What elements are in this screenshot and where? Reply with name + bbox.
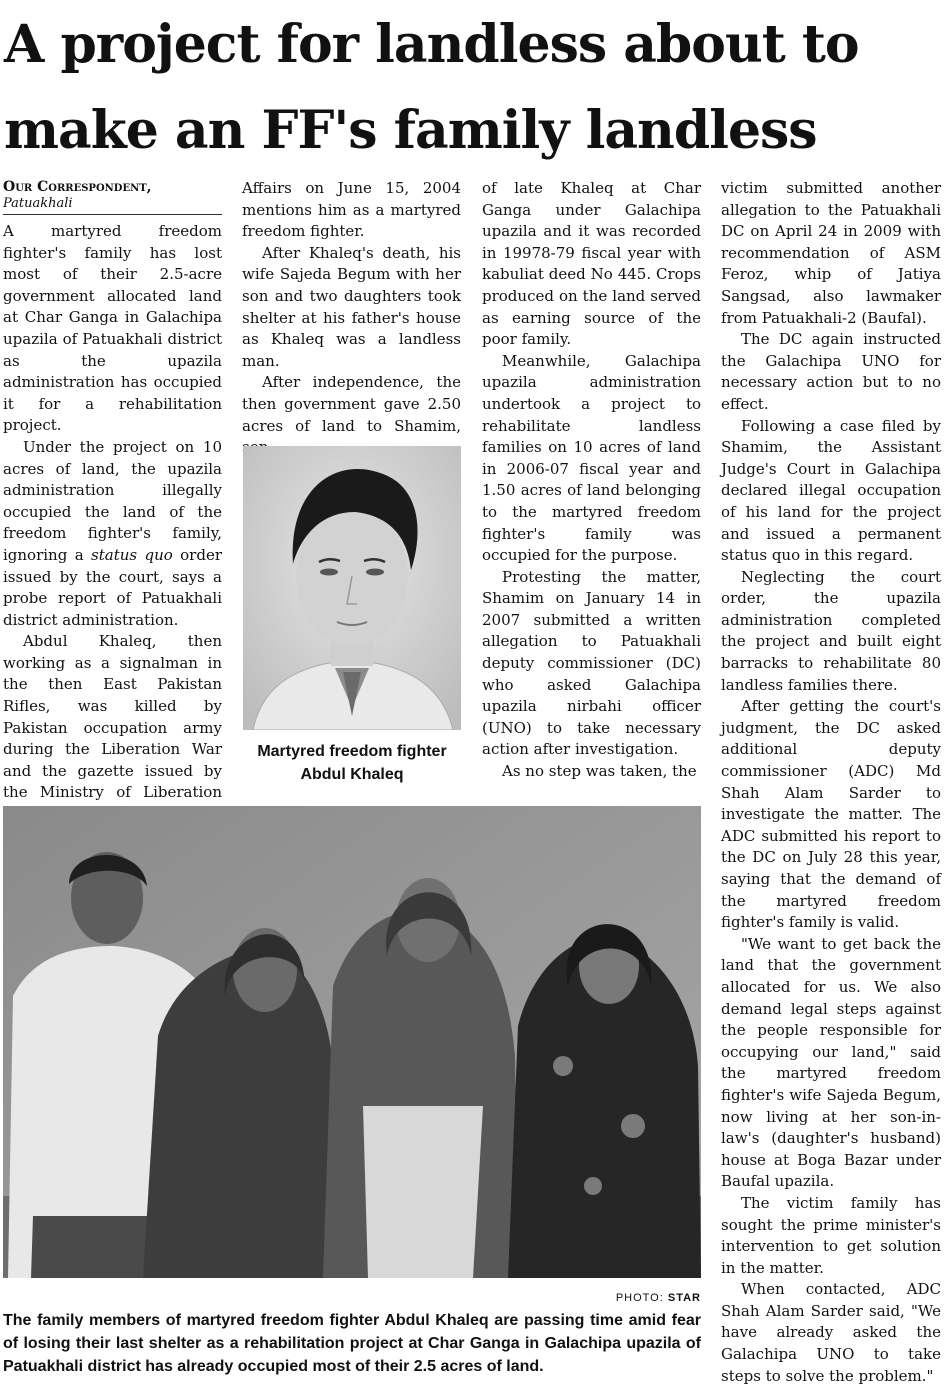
paragraph: The victim family has sought the prime minister's intervention to get solution in the matter. xyxy=(721,1193,941,1277)
family-photo xyxy=(3,806,701,1278)
paragraph: Neglecting the court order, the upazila administration completed the project and built eight barracks to rehabilitate 80 landless families there. xyxy=(721,567,941,694)
paragraph: of late Khaleq at Char Ganga under Galachipa upazila and it was recorded in 19978-79 fiscal year with kabuliat deed No 445. Crops produced on the land served as earning source of the poor family. xyxy=(482,179,701,349)
portrait-image xyxy=(243,446,461,730)
portrait-photo xyxy=(243,446,461,730)
paragraph: victim submitted another allegation to the Patuakhali DC on April 24 in 2009 with recommendation of ASM Feroz, whip of Jatiya Sangsad, also lawmaker from Patuakhali-2 (Baufal). xyxy=(721,179,941,327)
article-column-4 xyxy=(721,178,941,1387)
paragraph: Affairs on June 15, 2004 mentions him as a martyred freedom fighter. xyxy=(242,179,461,241)
article-column-3 xyxy=(482,178,701,783)
article-column-2 xyxy=(242,178,461,459)
family-photo-caption: The family members of martyred freedom fighter Abdul Khaleq are passing time amid fear of losing their last shelter as a rehabilitation project at Char Ganga in Galachipa upazila of Patuakhali district has already occupied most of their 2.5 acres of land. xyxy=(3,1312,701,1375)
headline-line-1: A project for landless about to xyxy=(4,14,859,75)
photo-credit-source: STAR xyxy=(667,1292,701,1304)
paragraph: Following a case filed by Shamim, the Assistant Judge's Court in Galachipa declared illegal occupation of his land for the project and issued a permanent status quo in this regard. xyxy=(721,416,941,565)
paragraph-text: order issued by the court, says a probe report of Patuakhali district administration. xyxy=(3,545,222,629)
paragraph: After Khaleq's death, his wife Sajeda Begum with her son and two daughters took shelter at his father's house as Khaleq was a landless man. xyxy=(242,243,461,370)
paragraph: After getting the court's judgment, the DC asked additional deputy commissioner (ADC) Md Shah Alam Sarder to investigate the matter. The ADC submitted his report to the DC on July 28 this year, saying that the demand of the martyred freedom fighter's family is valid. xyxy=(721,697,941,932)
photo-credit-label: PHOTO: xyxy=(615,1292,664,1304)
portrait-caption xyxy=(243,740,461,786)
paragraph: Protesting the matter, Shamim on January 14 in 2007 submitted a written allegation to Patuakhali deputy commissioner (DC) who asked Galachipa upazila nirbahi officer (UNO) to take necessary action after investigation. xyxy=(482,567,701,759)
paragraph: When contacted, ADC Shah Alam Sarder said, "We have already asked the Galachipa UNO to take steps to solve the problem." xyxy=(721,1280,941,1385)
status-quo-emphasis: status quo xyxy=(91,545,173,564)
photo-credit xyxy=(3,1292,701,1304)
byline-place: Patuakhali xyxy=(3,196,73,211)
paragraph: After independence, the then government gave 2.50 acres of land to Shamim, xyxy=(242,373,461,435)
family-photo-image xyxy=(3,806,701,1278)
headline-line-2: make an FF's family landless xyxy=(4,100,817,161)
portrait-caption-line-2: Abdul Khaleq xyxy=(300,766,404,783)
headline xyxy=(4,2,944,174)
byline-divider xyxy=(3,214,222,215)
portrait-caption-line-1: Martyred freedom fighter xyxy=(257,743,447,760)
paragraph xyxy=(3,437,222,631)
paragraph: Abdul Khaleq, then working as a signalman in the then East Pakistan Rifles, was killed by Pakistan occupation army during the Liberation War and the gazette issued by the Ministry of Liberation xyxy=(3,632,222,802)
byline-author: Our Correspondent, xyxy=(3,179,152,195)
paragraph: "We want to get back the land that the government allocated for us. We also demand legal steps against the people responsible for occupying our land," said the martyred freedom fighter's wife Sajeda Begum, now living at her son-in-law's (daughter's husband) house at Boga Bazar under Baufal upazila. xyxy=(721,934,941,1191)
article-column-1 xyxy=(3,178,222,826)
paragraph: The DC again instructed the Galachipa UNO for necessary action but to no effect. xyxy=(721,330,941,413)
paragraph-text: Under the project on 10 acres of land, the upazila administration illegally occupied the land of the freedom fighter's family, ignoring a xyxy=(3,437,222,564)
paragraph: As no step was taken, the xyxy=(502,762,697,781)
paragraph: A martyred freedom fighter's family has lost most of their 2.5-acre government allocated land at Char Ganga in Galachipa upazila of Patuakhali district as the upazila administration has occupied it for a rehabilitation project. xyxy=(3,222,222,435)
paragraph: Meanwhile, Galachipa upazila administration undertook a project to rehabilitate landless families on 10 acres of land in 2006-07 fiscal year and 1.50 acres of land belonging to the martyred freedom fighter's family was occupied for the purpose. xyxy=(482,351,701,565)
